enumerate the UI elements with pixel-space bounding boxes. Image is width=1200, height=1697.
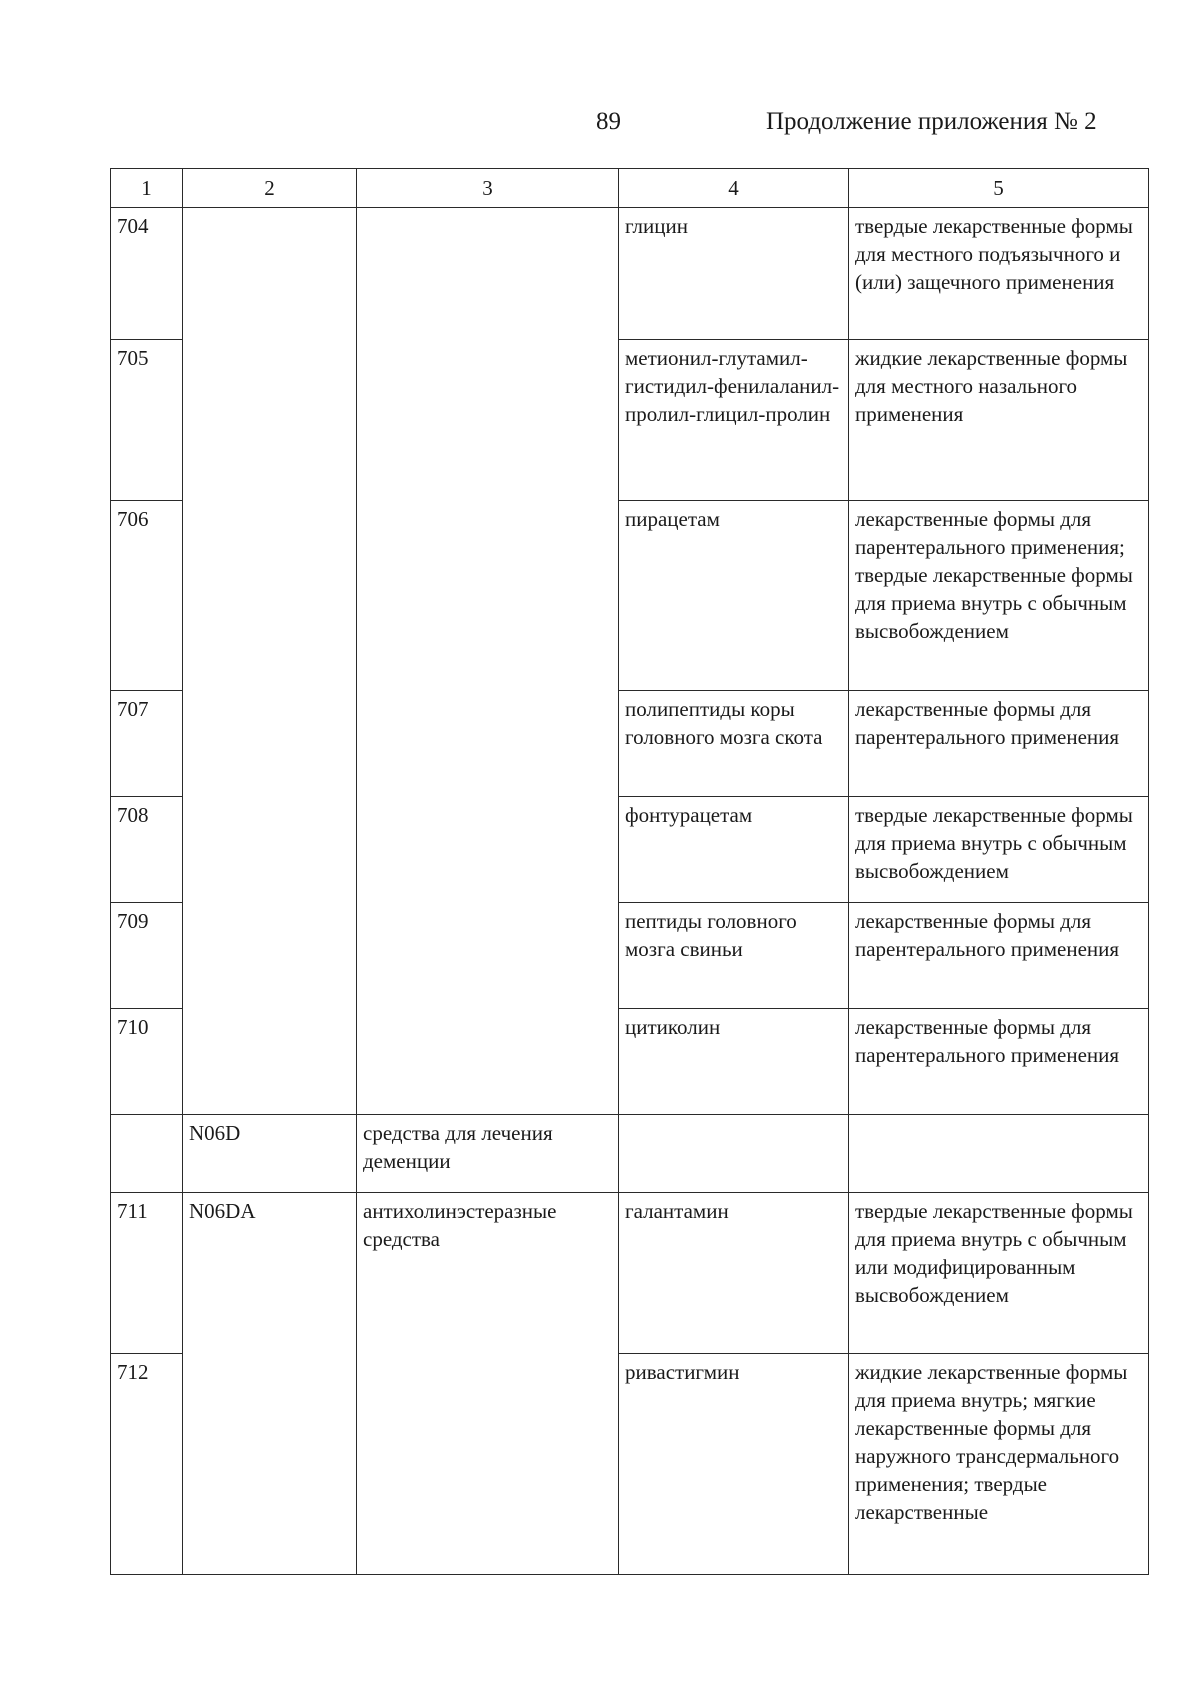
dosage-form: жидкие лекарственные формы для приема внутрь; мягкие лекарственные формы для наружного трансдермального применения; твердые лекарственные xyxy=(849,1354,1149,1575)
row-number: 706 xyxy=(111,501,183,691)
column-header-3: 3 xyxy=(357,169,619,208)
dosage-form: твердые лекарственные формы для приема внутрь с обычным высвобождением xyxy=(849,797,1149,903)
dosage-form: лекарственные формы для парентерального применения; твердые лекарственные формы для приема внутрь с обычным высвобождением xyxy=(849,501,1149,691)
table-row xyxy=(111,1115,1149,1193)
dosage-form: твердые лекарственные формы для приема внутрь с обычным или модифицированным высвобождением xyxy=(849,1193,1149,1354)
page-number: 89 xyxy=(596,108,621,135)
page-header xyxy=(0,108,1200,148)
table-row xyxy=(111,1193,1149,1354)
table-row xyxy=(111,208,1149,340)
column-header-2: 2 xyxy=(183,169,357,208)
column-header-4: 4 xyxy=(619,169,849,208)
atc-code: N06D xyxy=(183,1115,357,1193)
column-header-1: 1 xyxy=(111,169,183,208)
dosage-form: твердые лекарственные формы для местного подъязычного и (или) защечного применения xyxy=(849,208,1149,340)
group-name: антихолинэстеразные средства xyxy=(357,1193,619,1354)
group-name: средства для лечения деменции xyxy=(357,1115,619,1193)
drug-name: метионил-глутамил-гистидил-фенилаланил-пролил-глицил-пролин xyxy=(619,340,849,501)
dosage-form xyxy=(849,1115,1149,1193)
column-header-5: 5 xyxy=(849,169,1149,208)
drug-name: полипептиды коры головного мозга скота xyxy=(619,691,849,797)
row-number: 711 xyxy=(111,1193,183,1354)
drug-table xyxy=(110,168,1149,1575)
page-caption: Продолжение приложения № 2 xyxy=(766,108,1097,135)
atc-code-cell xyxy=(183,208,357,1115)
row-number: 710 xyxy=(111,1009,183,1115)
drug-name: глицин xyxy=(619,208,849,340)
table-row xyxy=(111,1354,1149,1575)
row-number: 709 xyxy=(111,903,183,1009)
dosage-form: жидкие лекарственные формы для местного назального применения xyxy=(849,340,1149,501)
dosage-form: лекарственные формы для парентерального применения xyxy=(849,691,1149,797)
drug-name: пирацетам xyxy=(619,501,849,691)
row-number: 708 xyxy=(111,797,183,903)
dosage-form: лекарственные формы для парентерального применения xyxy=(849,903,1149,1009)
atc-code xyxy=(183,1354,357,1575)
row-number: 712 xyxy=(111,1354,183,1575)
row-number xyxy=(111,1115,183,1193)
drug-name: галантамин xyxy=(619,1193,849,1354)
row-number: 707 xyxy=(111,691,183,797)
table-header-row xyxy=(111,169,1149,208)
drug-name xyxy=(619,1115,849,1193)
group-name-cell xyxy=(357,208,619,1115)
group-name xyxy=(357,1354,619,1575)
dosage-form: лекарственные формы для парентерального применения xyxy=(849,1009,1149,1115)
drug-name: пептиды головного мозга свиньи xyxy=(619,903,849,1009)
drug-name: цитиколин xyxy=(619,1009,849,1115)
row-number: 704 xyxy=(111,208,183,340)
drug-name: ривастигмин xyxy=(619,1354,849,1575)
drug-name: фонтурацетам xyxy=(619,797,849,903)
atc-code: N06DA xyxy=(183,1193,357,1354)
row-number: 705 xyxy=(111,340,183,501)
